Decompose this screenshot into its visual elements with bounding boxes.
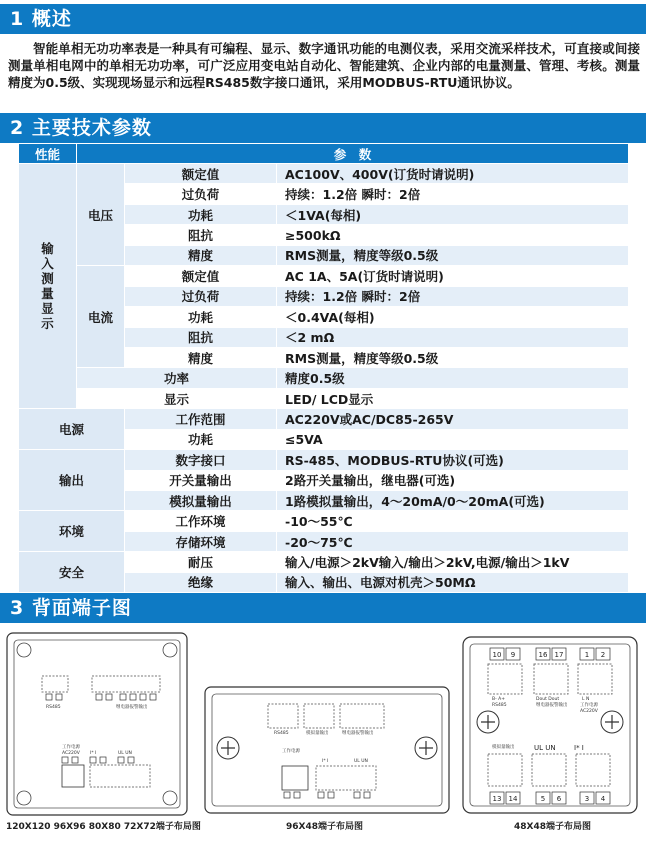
terminal-num: 6 xyxy=(556,795,562,803)
row-value: RMS测量，精度等级0.5级 xyxy=(277,245,629,265)
subgroup-voltage: 电压 xyxy=(77,164,125,266)
ac220-label: AC220V xyxy=(62,751,80,756)
group-safety: 安全 xyxy=(19,552,125,593)
row-value: AC 1A、5A(订货时请说明) xyxy=(277,266,629,286)
overview-section-title: 1 概述 xyxy=(0,4,646,34)
table-row xyxy=(19,388,629,408)
row-value: -20～75℃ xyxy=(277,531,629,551)
row-label: 模拟量输出 xyxy=(125,491,277,511)
table-row xyxy=(19,368,629,388)
terminal-diagram-120 xyxy=(6,632,188,816)
row-label: 精度 xyxy=(125,245,277,265)
i-label-48: I* I xyxy=(574,744,584,752)
row-value: 2路开关量输出，继电器(可选) xyxy=(277,470,629,490)
terminal-num: 16 xyxy=(538,651,548,659)
subgroup-current: 电流 xyxy=(77,266,125,368)
row-label: 工作环境 xyxy=(125,511,277,531)
ul-un-label-48: UL UN xyxy=(534,744,556,752)
row-label: 数字接口 xyxy=(125,450,277,470)
terminal-num: 3 xyxy=(584,795,590,803)
rs485-label-48: RS485 xyxy=(492,703,507,708)
relay-label-96: 继电器报警输出 xyxy=(342,731,374,736)
header-performance: 性能 xyxy=(19,144,77,164)
row-label: 功耗 xyxy=(125,429,277,449)
row-label: 阻抗 xyxy=(125,327,277,347)
power-label-48: 工作电源 xyxy=(580,703,598,708)
terminal-section-title: 3 背面端子图 xyxy=(0,593,646,623)
group-environment: 环境 xyxy=(19,511,125,552)
row-value: -10～55℃ xyxy=(277,511,629,531)
row-label: 工作范围 xyxy=(125,409,277,429)
ac220-label-48: AC220V xyxy=(580,709,598,714)
row-label: 存储环境 xyxy=(125,531,277,551)
i-label: I* I xyxy=(90,751,97,756)
terminal-num: 1 xyxy=(584,651,590,659)
table-row xyxy=(19,511,629,531)
header-parameters: 参 数 xyxy=(77,144,629,164)
table-row xyxy=(19,409,629,429)
terminal-num: 4 xyxy=(600,795,606,803)
row-label: 耐压 xyxy=(125,552,277,572)
relay-label: 继电器报警输出 xyxy=(116,705,148,710)
row-value: 输入/电源＞2kV输入/输出＞2kV,电源/输出＞1kV xyxy=(277,552,629,572)
analog-label-96: 模拟量输出 xyxy=(306,731,329,736)
spec-table xyxy=(18,143,629,593)
row-label: 功率 xyxy=(77,368,277,388)
rs485-label-96: RS485 xyxy=(274,731,289,736)
b-a-label: B- A+ xyxy=(492,697,505,702)
row-value: AC100V、400V(订货时请说明) xyxy=(277,164,629,184)
row-label: 额定值 xyxy=(125,164,277,184)
row-value: RMS测量，精度等级0.5级 xyxy=(277,347,629,367)
power-label: 工作电源 xyxy=(62,745,80,750)
table-row xyxy=(19,552,629,572)
caption-120: 120X120 96X96 80X80 72X72端子布局图 xyxy=(6,822,201,832)
row-value: 输入、输出、电源对机壳＞50MΩ xyxy=(277,572,629,592)
row-label: 绝缘 xyxy=(125,572,277,592)
terminal-num: 14 xyxy=(508,795,518,803)
row-value: 精度0.5级 xyxy=(277,368,629,388)
i-label-96: I* I xyxy=(322,759,329,764)
terminal-diagram-48x48 xyxy=(462,636,638,814)
group-output: 输出 xyxy=(19,450,125,511)
caption-48x48: 48X48端子布局图 xyxy=(514,822,591,832)
table-row xyxy=(19,266,629,286)
terminal-num: 13 xyxy=(492,795,502,803)
row-label: 阻抗 xyxy=(125,225,277,245)
row-value: ＜1VA(每相) xyxy=(277,204,629,224)
ul-un-label-96: UL UN xyxy=(354,759,368,764)
row-value: AC220V或AC/DC85-265V xyxy=(277,409,629,429)
row-value: ≤5VA xyxy=(277,429,629,449)
row-label: 功耗 xyxy=(125,204,277,224)
relay-label-48: 继电器报警输出 xyxy=(536,703,568,708)
power-label-96: 工作电源 xyxy=(282,749,300,754)
terminal-num: 5 xyxy=(540,795,546,803)
row-label: 精度 xyxy=(125,347,277,367)
terminal-num: 9 xyxy=(510,651,516,659)
table-row xyxy=(19,164,629,184)
terminal-diagram-96x48 xyxy=(204,686,450,814)
terminal-num: 10 xyxy=(492,651,502,659)
dout-label: Dout Dout xyxy=(536,697,560,702)
spec-section-title: 2 主要技术参数 xyxy=(0,113,646,143)
row-value: 1路模拟量输出，4～20mA/0～20mA(可选) xyxy=(277,491,629,511)
spec-table-header xyxy=(19,144,629,164)
row-label: 显示 xyxy=(77,388,277,408)
row-value: ≥500kΩ xyxy=(277,225,629,245)
analog-label-48: 模拟量输出 xyxy=(492,745,515,750)
row-label: 额定值 xyxy=(125,266,277,286)
terminal-num: 2 xyxy=(600,651,606,659)
row-label: 开关量输出 xyxy=(125,470,277,490)
row-value: RS-485、MODBUS-RTU协议(可选) xyxy=(277,450,629,470)
table-row xyxy=(19,450,629,470)
ul-un-label: UL UN xyxy=(118,751,132,756)
row-label: 功耗 xyxy=(125,307,277,327)
row-value: ＜0.4VA(每相) xyxy=(277,307,629,327)
overview-text xyxy=(8,40,640,91)
overview-paragraph: 智能单相无功功率表是一种具有可编程、显示、数字通讯功能的电测仪表，采用交流采样技术，可直接或间接测量单相电网中的单相无功功率，可广泛应用变电站自动化、智能建筑、企业内部的电量测量、管理、考核。测量精度为0.5级、实现现场显示和远程RS485数字接口通讯，采用MODBUS-RTU通讯协议。 xyxy=(8,41,640,90)
row-value: ＜2 mΩ xyxy=(277,327,629,347)
group-input-measure-display: 输入测量显示 xyxy=(19,164,77,409)
terminal-num: 17 xyxy=(554,651,564,659)
row-value: LED/ LCD显示 xyxy=(277,388,629,408)
row-value: 持续：1.2倍 瞬时：2倍 xyxy=(277,286,629,306)
row-label: 过负荷 xyxy=(125,184,277,204)
l-n-label: L N xyxy=(582,697,590,702)
rs485-label: RS485 xyxy=(46,705,61,710)
caption-96x48: 96X48端子布局图 xyxy=(286,822,363,832)
group-power-supply: 电源 xyxy=(19,409,125,450)
row-label: 过负荷 xyxy=(125,286,277,306)
row-value: 持续：1.2倍 瞬时：2倍 xyxy=(277,184,629,204)
